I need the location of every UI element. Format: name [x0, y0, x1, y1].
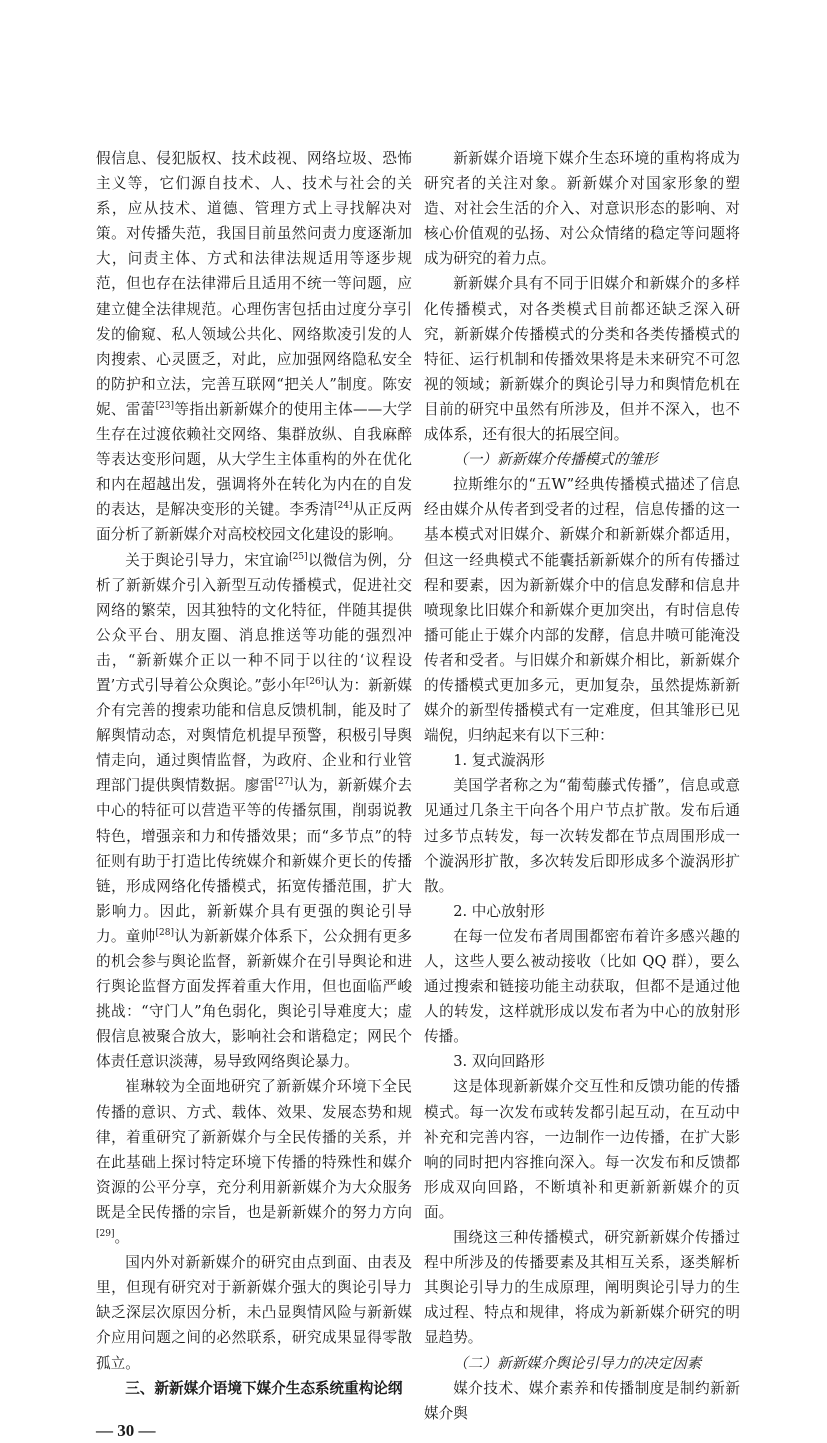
text-run: 围绕这三种传播模式，研究新新媒介传播过程中所涉及的传播要素及其相互关系，逐类解析其舆论引导力的生成原理，阐明舆论引导力的生成过程、特点和规律，将成为新新媒介研究的明显趋势。 — [424, 1229, 740, 1347]
section-heading — [424, 748, 740, 773]
paragraph — [424, 773, 740, 898]
paragraph — [424, 1074, 740, 1225]
citation-ref: [29] — [96, 1229, 115, 1240]
text-run: 认为，新新媒介去中心的特征可以营造平等的传播氛围，削弱说教特色，增强亲和力和传播效果；而“多节点”的特征则有助于打造比传统媒介和新媒介更长的传播链，形成网络化传播模式，拓宽传播范围，扩大影响力。因此，新新媒介具有更强的舆论引导力。童帅 — [96, 777, 412, 945]
right-column — [424, 146, 740, 1426]
citation-ref: [23] — [155, 401, 175, 412]
section-heading — [424, 1049, 740, 1074]
left-column — [96, 146, 412, 1443]
text-run: 认为新新媒介体系下，公众拥有更多的机会参与舆论监督，新新媒介在引导舆论和进行舆论监督方面发挥着重大作用，但也面临严峻挑战：“守门人”角色弱化，舆论引导难度大；虚假信息被聚合放大，影响社会和谐稳定；网民个体责任意识淡薄，易导致网络舆论暴力。 — [96, 927, 412, 1071]
paragraph — [424, 1376, 740, 1426]
page-number: — 30 — — [96, 1420, 156, 1440]
text-run: 以微信为例，分析了新新媒介引入新型互动传播模式，促进社交网络的繁荣，因其独特的文化特征，伴随其提供公众平台、朋友圈、消息推送等功能的强烈冲击，“新新媒介正以一种不同于以往的‘议程设置’方式引导着公众舆论。”彭小年 — [96, 551, 412, 694]
citation-ref: [25] — [289, 551, 308, 562]
text-run: 三、新新媒介语境下媒介生态系统重构论纲 — [125, 1379, 403, 1397]
paragraph — [96, 1074, 412, 1250]
paragraph — [424, 472, 740, 748]
section-heading — [424, 447, 740, 472]
citation-ref: [28] — [155, 928, 174, 939]
text-run: 新新媒介具有不同于旧媒介和新媒介的多样化传播模式，对各类模式目前都还缺乏深入研究，新新媒介传播模式的分类和各类传播模式的特征、运行机制和传播效果将是未来研究不可忽视的领域；新新媒介的舆论引导力和舆情危机在目前的研究中虽然有所涉及，但并不深入，也不成体系，还有很大的拓展空间。 — [424, 275, 740, 444]
text-run: 3. 双向回路形 — [453, 1053, 545, 1071]
text-run: 1. 复式漩涡形 — [453, 752, 545, 770]
text-run: 关于舆论引导力，宋宜谕 — [125, 551, 290, 569]
paragraph — [424, 924, 740, 1049]
text-run: （二）新新媒介舆论引导力的决定因素 — [453, 1354, 702, 1372]
text-run: 媒介技术、媒介素养和传播制度是制约新新媒介舆 — [424, 1379, 740, 1422]
section-heading — [96, 1376, 412, 1401]
text-run: 美国学者称之为“葡萄藤式传播”，信息或意见通过几条主干向各个用户节点扩散。发布后通过多节点转发，每一次转发都在节点周围形成一个漩涡形扩散，多次转发后即形成多个漩涡形扩散。 — [424, 777, 740, 895]
text-run: 。 — [114, 1229, 130, 1247]
text-run: 等指出新新媒介的使用主体——大学生存在过渡依赖社交网络、集群放纵、自我麻醉等表达变形问题，从大学生主体重构的外在优化和内在超越出发，强调将外在转化为内在的自发的表达，是解决变形的关键。李秀清 — [96, 400, 412, 519]
section-heading — [424, 899, 740, 924]
text-run: 国内外对新新媒介的研究由点到面、由表及里，但现有研究对于新新媒介强大的舆论引导力缺乏深层次原因分析，未凸显舆情风险与新新媒介应用问题之间的必然联系，研究成果显得零散孤立。 — [96, 1254, 412, 1372]
text-run: 崔琳较为全面地研究了新新媒介环境下全民传播的意识、方式、载体、效果、发展态势和规律，着重研究了新新媒介与全民传播的关系，并在此基础上探讨特定环境下传播的特殊性和媒介资源的公平分享，充分利用新新媒介为大众服务既是全民传播的宗旨，也是新新媒介的努力方向 — [96, 1078, 412, 1221]
paragraph — [96, 548, 412, 1075]
text-run: 在每一位发布者周围都密布着许多感兴趣的人，这些人要么被动接收（比如 QQ 群），要么通过搜索和链接功能主动获取，但都不是通过他人的转发，这样就形成以发布者为中心的放射形传播。 — [424, 927, 740, 1046]
text-run: 拉斯维尔的“五W”经典传播模式描述了信息经由媒介从传者到受者的过程，信息传播的这一基本模式对旧媒介、新媒介和新新媒介都适用，但这一经典模式不能囊括新新媒介的所有传播过程和要素，因为新新媒介中的信息发酵和信息井喷现象比旧媒介和新媒介更加突出，有时信息传播可能止于媒介内部的发酵，信息井喷可能淹没传者和受者。与旧媒介和新媒介相比，新新媒介的传播模式更加多元，更加复杂，虽然提炼新新媒介的新型传播模式有一定难度，但其雏形已见端倪，归纳起来有以下三种： — [424, 476, 740, 745]
text-run: 2. 中心放射形 — [453, 902, 545, 920]
section-heading — [424, 1351, 740, 1376]
paragraph — [96, 1250, 412, 1375]
citation-ref: [26] — [305, 677, 325, 688]
text-run: 认为：新新媒介有完善的搜索功能和信息反馈机制，能及时了解舆情动态，对舆情危机提早预警，积极引导舆情走向，通过舆情监督，为政府、企业和行业管理部门提供舆情数据。廖雷 — [96, 676, 412, 795]
paragraph — [424, 146, 740, 271]
paragraph — [96, 146, 412, 548]
paragraph — [424, 271, 740, 447]
text-run: 这是体现新新媒介交互性和反馈功能的传播模式。每一次发布或转发都引起互动，在互动中补充和完善内容，一边制作一边传播，在扩大影响的同时把内容推向深入。每一次发布和反馈都形成双向回路，不断填补和更新新新媒介的页面。 — [424, 1078, 740, 1221]
text-run: 从正反两面分析了新新媒介对高校校园文化建设的影响。 — [96, 501, 412, 544]
paragraph — [424, 1225, 740, 1350]
text-run: 假信息、侵犯版权、技术歧视、网络垃圾、恐怖主义等，它们源自技术、人、技术与社会的关系，应从技术、道德、管理方式上寻找解决对策。对传播失范，我国目前虽然问责力度逐渐加大，问责主体、方式和法律法规适用等逐步规范，但也存在法律滞后且适用不统一等问题，应建立健全法律规范。心理伤害包括由过度分享引发的偷窥、私人领域公共化、网络欺凌引发的人肉搜索、心灵匮乏，对此，应加强网络隐私安全的防护和立法，完善互联网“把关人”制度。陈安妮、雷蕾 — [96, 150, 412, 418]
text-run: 新新媒介语境下媒介生态环境的重构将成为研究者的关注对象。新新媒介对国家形象的塑造、对社会生活的介入、对意识形态的影响、对核心价值观的弘扬、对公众情绪的稳定等问题将成为研究的着力点。 — [424, 150, 740, 268]
text-run: （一）新新媒介传播模式的雏形 — [453, 451, 658, 469]
citation-ref: [27] — [274, 777, 293, 788]
citation-ref: [24] — [334, 501, 353, 512]
